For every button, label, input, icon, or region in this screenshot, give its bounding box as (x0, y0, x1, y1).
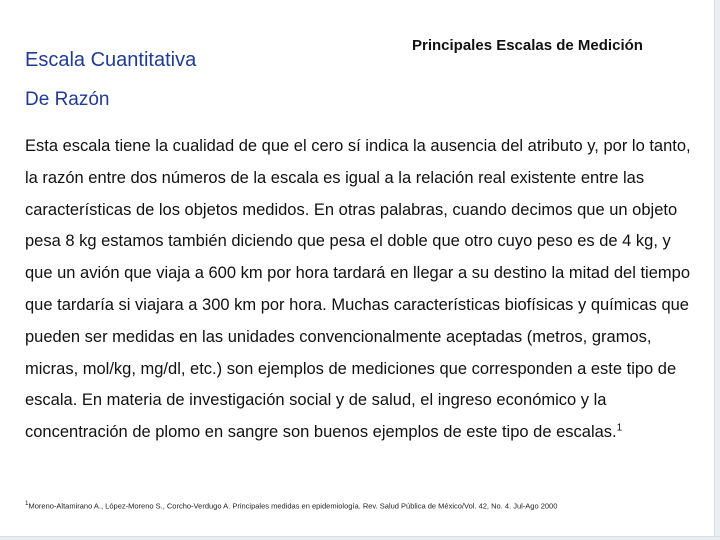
subsection-title: De Razón (25, 89, 110, 110)
slide-frame-bottom (0, 536, 720, 540)
slide-frame-right (714, 0, 720, 540)
footnote-text: Moreno-Altamirano A., López-Moreno S., Corcho-Verdugo A. Principales medidas en epidemiología. Rev. Salud Pública de México/Vol. 42, No. 4. Jul-Ago 2000 (28, 501, 558, 511)
footnote (25, 500, 695, 511)
body-paragraph (25, 131, 693, 449)
footnote-marker: 1 (25, 500, 29, 507)
body-paragraph-text: Esta escala tiene la cualidad de que el cero sí indica la ausencia del atributo y, por lo tanto, la razón entre dos números de la escala es igual a la relación real existente entre las características de los objetos medidos. En otras palabras, cuando decimos que un objeto pesa 8 kg estamos también diciendo que pesa el doble que otro cuyo peso es de 4 kg, y que un avión que viaja a 600 km por hora tardará en llegar a su destino la mitad del tiempo que tardaría si viajara a 300 km por hora. Muchas características biofísicas y químicas que pueden ser medidas en las unidades convencionalmente aceptadas (metros, gramos, micras, mol/kg, mg/dl, etc.) son ejemplos de mediciones que corresponden a este tipo de escala. En materia de investigación social y de salud, el ingreso económico y la concentración de plomo en sangre son buenos ejemplos de este tipo de escalas. (25, 137, 691, 442)
header-title: Principales Escalas de Medición (412, 37, 643, 54)
section-title: Escala Cuantitativa (25, 49, 197, 71)
footnote-reference: 1 (616, 422, 623, 434)
